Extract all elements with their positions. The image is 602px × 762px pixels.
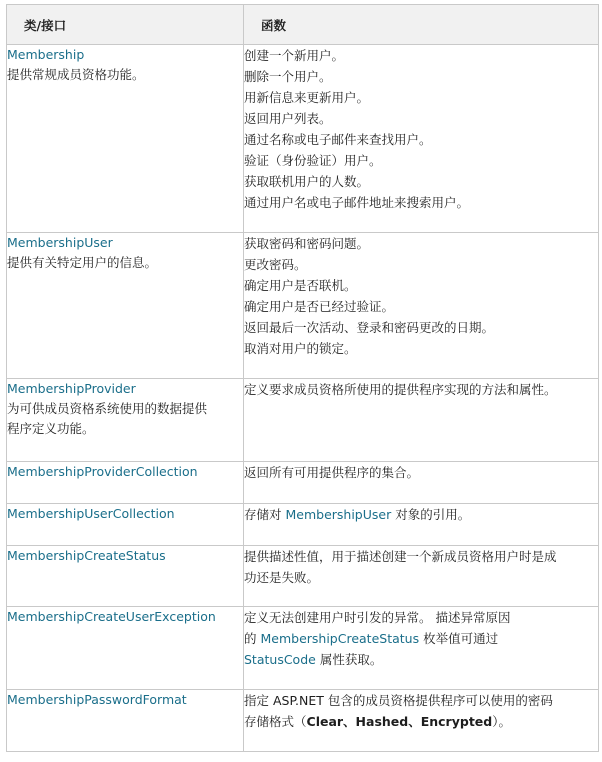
class-cell xyxy=(7,45,244,233)
header-functions: 函数 xyxy=(244,5,599,45)
class-cell xyxy=(7,379,244,462)
function-text-line: 功还是失败。 xyxy=(244,570,320,585)
membership-class-table xyxy=(6,4,599,752)
function-text-prefix: 存储对 xyxy=(244,507,286,522)
functions-cell xyxy=(244,379,599,462)
functions-cell xyxy=(244,233,599,379)
function-item: 通过名称或电子邮件来查找用户。 xyxy=(244,132,432,147)
function-text-suffix: ）。 xyxy=(492,714,511,729)
function-item: 删除一个用户。 xyxy=(244,69,332,84)
function-text: 定义要求成员资格所使用的提供程序实现的方法和属性。 xyxy=(244,382,557,397)
function-text xyxy=(244,504,598,525)
class-cell xyxy=(7,607,244,690)
functions-cell xyxy=(244,45,599,233)
table-row xyxy=(7,504,599,546)
function-item: 创建一个新用户。 xyxy=(244,48,345,63)
table-row xyxy=(7,45,599,233)
table-row xyxy=(7,546,599,607)
membership-create-status-link[interactable]: MembershipCreateStatus xyxy=(260,631,420,646)
function-item: 验证（身份验证）用户。 xyxy=(244,153,382,168)
class-description-line: 程序定义功能。 xyxy=(7,421,95,436)
function-text-line xyxy=(244,628,598,649)
class-link-membership-user[interactable]: MembershipUser xyxy=(7,235,113,250)
class-link-membership-user-collection[interactable]: MembershipUserCollection xyxy=(7,506,175,521)
function-text-suffix: 属性获取。 xyxy=(315,652,383,667)
functions-cell xyxy=(244,546,599,607)
function-text: 返回所有可用提供程序的集合。 xyxy=(244,465,420,480)
class-cell xyxy=(7,462,244,504)
table-header-row xyxy=(7,5,599,45)
function-item: 确定用户是否已经过验证。 xyxy=(244,299,395,314)
class-cell xyxy=(7,690,244,752)
function-item: 更改密码。 xyxy=(244,257,307,272)
function-text-line: 定义无法创建用户时引发的异常。 描述异常原因 xyxy=(244,610,511,625)
class-description: 提供常规成员资格功能。 xyxy=(7,67,145,82)
class-description-line: 为可供成员资格系统使用的数据提供 xyxy=(7,401,208,416)
class-cell xyxy=(7,504,244,546)
function-item: 返回用户列表。 xyxy=(244,111,332,126)
function-text-line xyxy=(244,649,598,670)
header-class-interface: 类/接口 xyxy=(7,5,244,45)
functions-cell xyxy=(244,462,599,504)
table-row xyxy=(7,462,599,504)
function-item: 获取密码和密码问题。 xyxy=(244,236,370,251)
password-format-values: Clear、Hashed、Encrypted xyxy=(306,714,493,729)
function-text-line: 指定 ASP.NET 包含的成员资格提供程序可以使用的密码 xyxy=(244,693,553,708)
table-row xyxy=(7,607,599,690)
functions-cell xyxy=(244,504,599,546)
class-link-membership[interactable]: Membership xyxy=(7,47,85,62)
function-item: 用新信息来更新用户。 xyxy=(244,90,370,105)
functions-cell xyxy=(244,690,599,752)
class-link-membership-create-status[interactable]: MembershipCreateStatus xyxy=(7,548,166,563)
class-link-membership-password-format[interactable]: MembershipPasswordFormat xyxy=(7,692,187,707)
function-text-suffix: 对象的引用。 xyxy=(391,507,471,522)
function-text-line: 提供描述性值，用于描述创建一个新成员资格用户时是成 xyxy=(244,549,557,564)
class-link-membership-provider-collection[interactable]: MembershipProviderCollection xyxy=(7,464,198,479)
class-description: 提供有关特定用户的信息。 xyxy=(7,255,158,270)
table-row xyxy=(7,690,599,752)
function-text-prefix: 的 xyxy=(244,631,261,646)
function-item: 返回最后一次活动、登录和密码更改的日期。 xyxy=(244,320,495,335)
function-item: 取消对用户的锁定。 xyxy=(244,341,357,356)
class-cell xyxy=(7,546,244,607)
class-cell xyxy=(7,233,244,379)
status-code-link[interactable]: StatusCode xyxy=(244,652,316,667)
membership-user-link[interactable]: MembershipUser xyxy=(285,507,392,522)
function-item: 确定用户是否联机。 xyxy=(244,278,357,293)
function-item: 获取联机用户的人数。 xyxy=(244,174,370,189)
table-row xyxy=(7,379,599,462)
function-text-suffix: 枚举值可通过 xyxy=(419,631,499,646)
class-link-membership-provider[interactable]: MembershipProvider xyxy=(7,381,136,396)
table-row xyxy=(7,233,599,379)
class-link-membership-create-user-exception[interactable]: MembershipCreateUserException xyxy=(7,609,216,624)
function-item: 通过用户名或电子邮件地址来搜索用户。 xyxy=(244,195,470,210)
function-text-prefix: 存储格式（ xyxy=(244,714,307,729)
functions-cell xyxy=(244,607,599,690)
function-text-line xyxy=(244,711,598,732)
